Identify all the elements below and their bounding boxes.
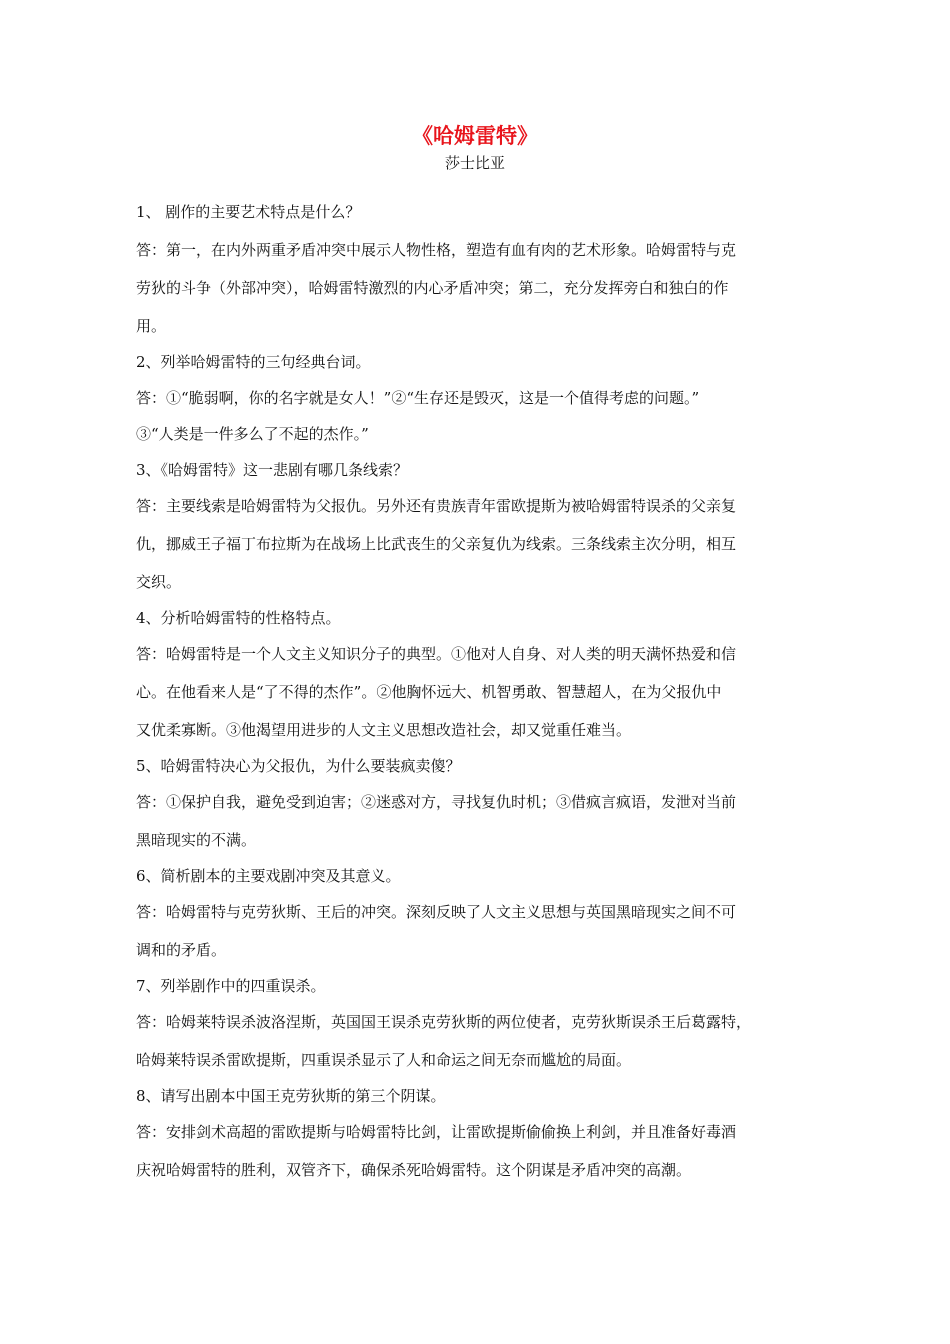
answer-4-line-1: 答：哈姆雷特是一个人文主义知识分子的典型。①他对人自身、对人类的明天满怀热爱和信 xyxy=(136,645,737,663)
answer-4-line-2: 心。在他看来人是“了不得的杰作”。②他胸怀远大、机智勇敢、智慧超人，在为父报仇中 xyxy=(136,683,722,701)
answer-2-line-1: 答：①“脆弱啊，你的名字就是女人！”②“生存还是毁灭，这是一个值得考虑的问题。” xyxy=(136,389,700,407)
question-6: 6、简析剧本的主要戏剧冲突及其意义。 xyxy=(136,867,401,885)
answer-3-line-1: 答：主要线索是哈姆雷特为父报仇。另外还有贵族青年雷欧提斯为被哈姆雷特误杀的父亲复 xyxy=(136,497,737,515)
answer-7-line-1: 答：哈姆莱特误杀波洛涅斯，英国国王误杀克劳狄斯的两位使者，克劳狄斯误杀王后葛露特， xyxy=(136,1013,752,1031)
question-3: 3、《哈姆雷特》这一悲剧有哪几条线索？ xyxy=(136,461,409,479)
document-author: 莎士比亚 xyxy=(444,154,505,172)
answer-1-line-2: 劳狄的斗争（外部冲突），哈姆雷特激烈的内心矛盾冲突；第二，充分发挥旁白和独白的作 xyxy=(136,279,729,297)
answer-8-line-2: 庆祝哈姆雷特的胜利，双管齐下，确保杀死哈姆雷特。这个阴谋是矛盾冲突的高潮。 xyxy=(136,1161,692,1179)
question-8: 8、请写出剧本中国王克劳狄斯的第三个阴谋。 xyxy=(136,1087,446,1105)
answer-8-line-1: 答：安排剑术高超的雷欧提斯与哈姆雷特比剑，让雷欧提斯偷偷换上利剑，并且准备好毒酒 xyxy=(136,1123,737,1141)
answer-1-line-1: 答：第一，在内外两重矛盾冲突中展示人物性格，塑造有血有肉的艺术形象。哈姆雷特与克 xyxy=(136,241,737,259)
answer-3-line-3: 交织。 xyxy=(136,573,182,591)
answer-5-line-2: 黑暗现实的不满。 xyxy=(136,831,257,849)
question-2: 2、列举哈姆雷特的三句经典台词。 xyxy=(136,353,371,371)
answer-7-line-2: 哈姆莱特误杀雷欧提斯，四重误杀显示了人和命运之间无奈而尴尬的局面。 xyxy=(136,1051,632,1069)
answer-6-line-2: 调和的矛盾。 xyxy=(136,941,227,959)
answer-1-line-3: 用。 xyxy=(136,317,167,335)
answer-5-line-1: 答：①保护自我，避免受到迫害；②迷惑对方，寻找复仇时机；③借疯言疯语，发泄对当前 xyxy=(136,793,737,811)
answer-4-line-3: 又优柔寡断。③他渴望用进步的人文主义思想改造社会，却又觉重任难当。 xyxy=(136,721,632,739)
document-title: 《哈姆雷特》 xyxy=(412,123,538,148)
answer-3-line-2: 仇，挪威王子福丁布拉斯为在战场上比武丧生的父亲复仇为线索。三条线索主次分明，相互 xyxy=(136,535,737,553)
answer-6-line-1: 答：哈姆雷特与克劳狄斯、王后的冲突。深刻反映了人文主义思想与英国黑暗现实之间不可 xyxy=(136,903,737,921)
question-4: 4、分析哈姆雷特的性格特点。 xyxy=(136,609,341,627)
answer-2-line-2: ③“人类是一件多么了不起的杰作。” xyxy=(136,425,369,443)
qa-content xyxy=(136,198,816,1192)
question-1: 1、 剧作的主要艺术特点是什么？ xyxy=(136,203,361,221)
question-5: 5、哈姆雷特决心为父报仇，为什么要装疯卖傻？ xyxy=(136,757,461,775)
question-7: 7、列举剧作中的四重误杀。 xyxy=(136,977,326,995)
